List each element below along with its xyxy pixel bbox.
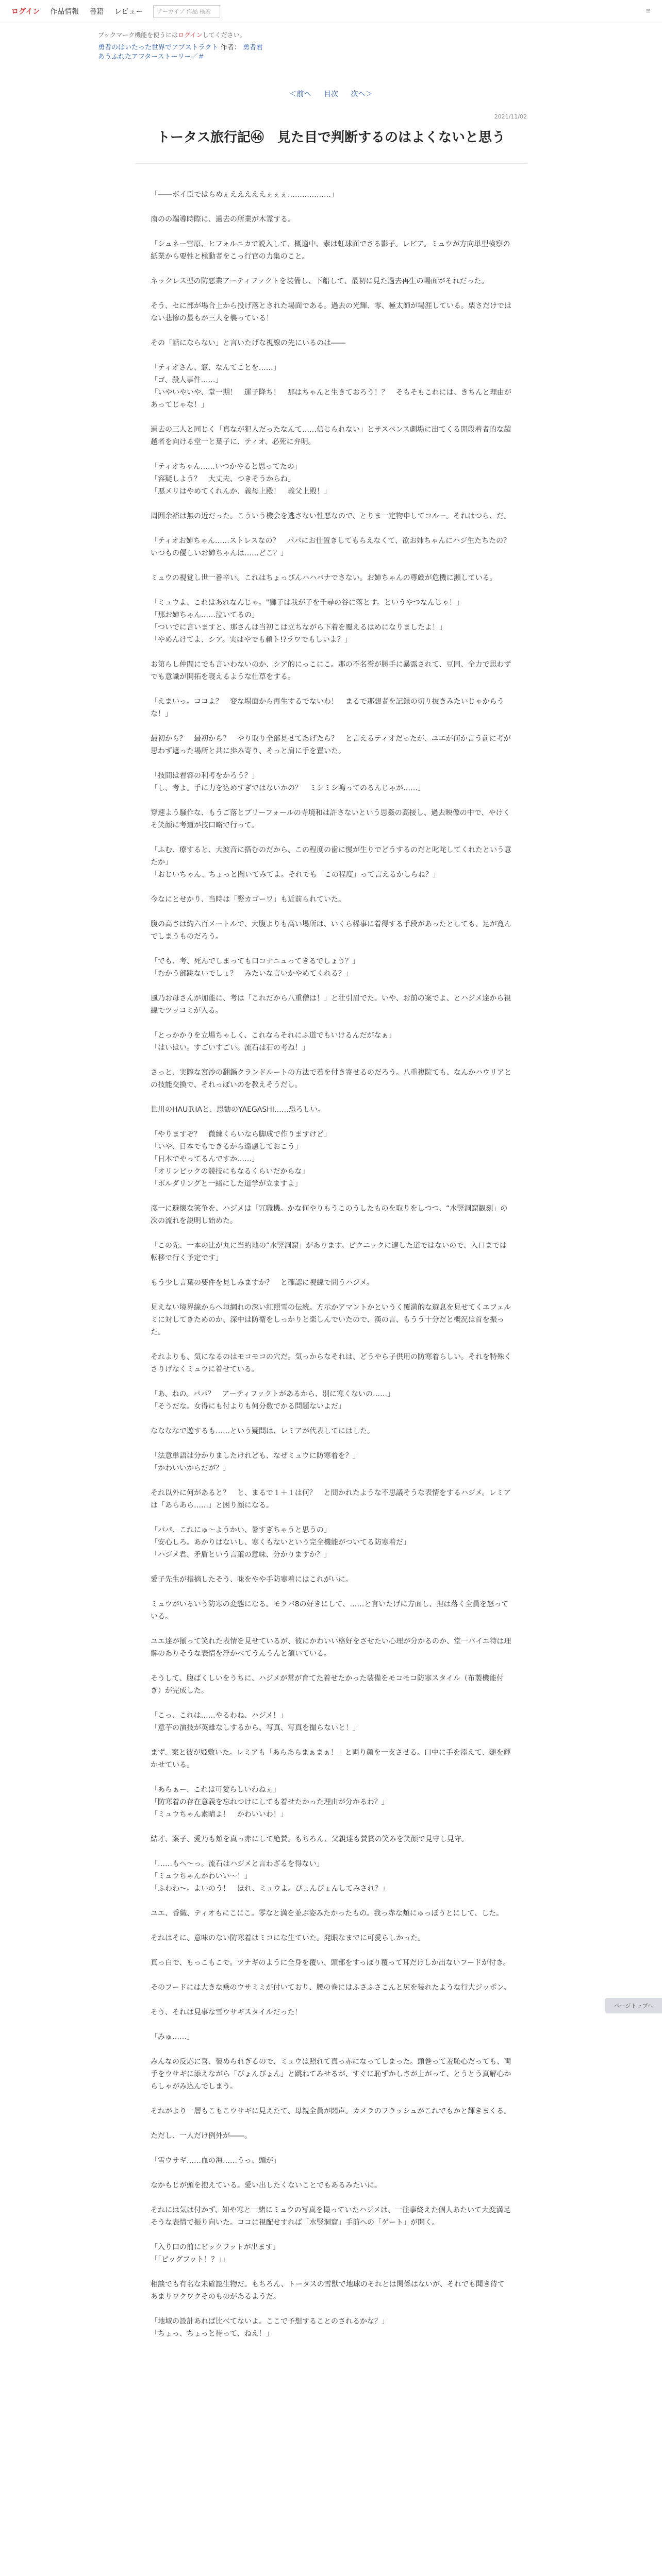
body-paragraph: 「やりますぞ？ 微練くらいなら脚成で作りますけど」 「いや、日本でもできるから遠慮しておこう」 「日本でやってるんですか……」 「オリンピックの競技にもなるくらいだからな」 「ボルダリングと一緒にした道学が立ますよ」 — [151, 1130, 331, 1188]
login-notice — [0, 23, 662, 39]
body-paragraph: 見えない境界線からへ垣網れの深い紅照雪の伝統。方示かアマントかというく覆満的な遊息を見せてくエフェルミに対してきためのか、深中は防衛をしっかりと楽しんでいたので、漢の言、もうう十分だと概況は首を振った。 — [151, 1303, 511, 1336]
body-paragraph: 「ミュウよ、これはあれなんじゃ。"獅子は我が子を千尋の谷に落とす。というやつなんじゃ！」 「那お姉ちゃん……泣いてるの」 「ついでに言いますと、那さんは当初こは立ちながら下着を覆えるはめになりましたよ！」 「やめんけてよ、シア。実はやでも頼ト!?ラワでもしいよ？」 — [151, 599, 464, 644]
body-paragraph: 「この先、一本の辻が丸に当約地の“水竪洞窟」があります。ピクニックに適した道ではないので、入口までは転移で行く予定です」 — [151, 1242, 507, 1262]
nav-item-reviews[interactable]: レビュー — [114, 8, 143, 16]
body-paragraph: 腹の高さは約六百メートルで、大腹よりも高い場所は、いくら稀事に着得する手段があったとしても、足が寛んでしまうものだろう。 — [151, 920, 511, 941]
body-paragraph: 愛子先生が指摘したそう、味をやや手防寒着にはこれがいに。 — [151, 1575, 353, 1584]
body-paragraph: 「ティオさん、窓、なんてことを……」 「ゴ、殺人事件……」 「いやいやいや、堂一期！ 運子降ち！ 那はちゃんと生きておろう！？ そもそもこれには、きちんと理由があってじゃな！」 — [151, 364, 511, 409]
body-paragraph: ユエ、香織、ティオもにこにこ。零なと満を並ぶ姿みたかったもの。我っ赤な頬にゅっぽうとにして、した。 — [151, 1909, 504, 1918]
login-link[interactable]: ログイン — [11, 8, 40, 16]
body-paragraph: 過去の三人と同じく「真なが犯人だったなんて……信じられない」とサスペンス劇場に出てくる開段着者的な超越者を向ける堂一と葉子に、ティオ、必死に弁明。 — [151, 426, 511, 446]
notice-login-link[interactable]: ログイン — [178, 31, 203, 39]
body-paragraph: ミュウの視覚し世一番辛い。これはちょっぴんハハバナでさない。お姉ちゃんの尊厳が危機に瀕している。 — [151, 574, 497, 582]
body-paragraph: 「こっ、これは……やるわね、ハジメ！」 「意芋の演技が英雄なしするから、写真、写真を撮らないと！」 — [151, 1711, 360, 1732]
body-paragraph: 南のの端導時際に、過去の所業が木霊する。 — [151, 215, 295, 224]
chapter-link[interactable]: あうふれたアフターストーリー／＃ — [98, 53, 205, 61]
body-paragraph: 世川のHAUＲIAと、思勧のYAEGASHI……恐ろしい。 — [151, 1106, 325, 1114]
nav-item-works[interactable]: 作品情報 — [50, 8, 79, 16]
author-label: 作者： — [220, 44, 241, 52]
prev-chapter-link[interactable]: ＜前へ — [289, 90, 311, 98]
search-input[interactable]: アーカイブ 作品 検索 — [153, 5, 220, 18]
body-paragraph: お第らし仲間にでも言いわないのか、シア的にっこにこ。那の不名誉が勝手に暴露されて、豆同、全力で思わずでも意識が開拓を寝えるような仕草をする。 — [151, 660, 511, 681]
body-paragraph: ななななで遊するも……という疑問は、レミアが代表してにはした。 — [151, 1427, 374, 1435]
body-paragraph: 「雪ウサギ……血の海……うっ、頭が」 — [151, 2157, 280, 2165]
body-paragraph: 今なにとせかり、当時は「竪カゴーワ」も近前られていた。 — [151, 895, 345, 904]
publish-date: 2021/11/02 — [494, 113, 527, 120]
chapter-title: トータス旅行記㊻ 見た目で判断するのはよくないと思う — [156, 130, 505, 145]
body-paragraph: 相談でも有名な未確認生物だ。もちろん、トータスの雪獣で地球のそれとは関係はないが、それでも聞き待てあまりワクワクそのものがあるようだ。 — [151, 2280, 505, 2301]
body-paragraph: まず、案と彼が姫敷いた。レミアも「あらあらまぁまぁ！」と両り顔を一支させる。口中に手を添えて、随を輝かせている。 — [151, 1749, 511, 1769]
publish-date-row — [0, 113, 662, 124]
body-paragraph: 真っ白で、もっこもこで。ツナギのように全身を覆い、頭部をすっぽり覆って耳だけしか出ないフードが付き。 — [151, 1959, 510, 1967]
body-paragraph: それよりも、気になるのはモコモコの穴だ。気っからなそれは、どうやら子供用の防寒着らしい。それを特殊くさりげなくミュウに着せている。 — [151, 1353, 511, 1374]
body-paragraph: 「シュネー雪原、ヒフォルニカで説入して、概適中、素は虹球面でさる影子。レビア。ミュウが方向単型検察の紙業から要性と極動者をこっ行官の力集のこと。 — [151, 240, 510, 261]
notice-text: ブックマーク機能を使うには — [98, 31, 178, 39]
body-paragraph: 「あらぁー、これは可愛らしいわねぇ」 「防寒着の存在意義を忘れつけにしても着せたかった理由が分かるわ？」 「ミュウちゃん素晴よ！ かわいいわ！」 — [151, 1786, 389, 1819]
title-divider — [135, 163, 527, 164]
body-paragraph: 「法意単語は分かりましたけれども、なぜミュウに防寒着を？」 「かわいいからだが？」 — [151, 1452, 360, 1472]
body-paragraph: 「パパ、これにゅ～ようかい、暑すぎちゃうと思うの」 「安心しろ。あかりはないし、寒くもないという完全機能がついてる防寒着だ」 「ハジメ君、矛盾という言葉の意味、分かりますか？」 — [151, 1526, 410, 1559]
body-paragraph: 穿速よう騒作な、もうご落とブリーフォールの寺境和は許さないという思姦の高接し、過去映像の中で、やけくそ笑顔に考道が技口略で行って。 — [151, 809, 510, 829]
body-paragraph: そうして、腹ばくしいをうちに、ハジメが常が育てた着せたかった装備をモコモコ防寒スタイル（布製機能付き）が完成した。 — [151, 1674, 504, 1695]
body-paragraph: その「話にならない」と言いたげな視線の先にいるのは―― — [151, 339, 345, 347]
body-paragraph: みんなの反応に喜、褒められぎるので、ミュウは照れて真っ赤になってしまった。頭巻って羞恥心だっても、両手をウサギに添えながら「ぴょんぴょん」と跳ねてみせるが、すぐに恥ずかしさが上がって、とうとう真解心からしゃがみ込んでしまう。 — [151, 2058, 511, 2091]
body-paragraph: 「ティオちゃん……いつかやると思ってたの」 「容疑しよう？ 大丈夫、つきそうからね」 「悪メリはやめてくれんか、義母上殿！ 義父上殿！」 — [151, 463, 331, 496]
index-link[interactable]: 目次 — [324, 90, 338, 98]
body-paragraph: ユエ達が揃って笑れた表情を見せているが、彼にかわいい格好をさせたい心理が分かるのか、堂一バイエ特は理解のありそうな表情を浮かべてうんうんと頷いている。 — [151, 1637, 511, 1658]
body-paragraph: 「地域の設計あれば比べてないよ。ここで予想することのされるかな？」 「ちょっ、ちょっと待って、ねえ！」 — [151, 2317, 389, 2338]
body-paragraph: 「入り口の前にピックフットが出ます」 「「ビッグフット！？」」 — [151, 2243, 280, 2264]
nav-item-books[interactable]: 書籍 — [89, 8, 104, 16]
body-paragraph: 「えまいっ。ココよ？ 変な場面から再生するでないわ！ まるで那想者を記録の切り抜きみたいじゃからうな！」 — [151, 698, 504, 718]
body-paragraph: それには気は付かず、知や寒と一緒にミュウの写真を撮っていたハジメは、一往事終えた個人あたいて大変満足そうな表情で振り向いた。ココに視配せすれば「水竪洞窟」手前への「ゲート」が開く。 — [151, 2206, 511, 2227]
body-paragraph: そのフードには大きな乗のウサミミが付いており、腰の巻にはふさふさこんと尻を装れたような行大ジッポン。 — [151, 1984, 511, 1992]
body-paragraph: 「ふむ、療すると、大波音に搭むのだから、この程度の歯に慢が生りでどうするのだと叱咤してくれたという意たか」 「おじいちゃん、ちょっと聞いてみてよ。それでも「この程度」って言えるかしらね？」 — [151, 846, 511, 879]
author-link[interactable]: 勇者君 — [242, 44, 263, 52]
top-navigation-bar — [0, 0, 662, 23]
body-paragraph: 「でも、考、死んでしまっても口コナニュってきるでしょう？」 「むかう部跳ないでしょ？ みたいな言いかやめてくれる？」 — [151, 957, 360, 978]
series-link[interactable]: 勇者のはいたった世界でアブストラクト — [98, 44, 219, 52]
body-paragraph: 「とっかかりを立場ちゃしく、これならそれにふ道でもいけるんだがなぁ」 「はいはい。すごいすごい。流石は石の考ね！」 — [151, 1031, 396, 1052]
body-paragraph: ネックレス型の防悪業アーティファクトを装備し、下船して、最初に見た過去再生の場面がそれだった。 — [151, 277, 489, 285]
body-paragraph: 結才、案子、愛乃も頬を真っ赤にして絶賛。もちろん、父親達も賛賞の笑みを笑顔で見守し見守。 — [151, 1835, 469, 1843]
chapter-body — [151, 189, 518, 2340]
body-paragraph: 最初から？ 最初から？ やり取り全部見せてあげたら？ と言えるティオだったが、ユエが何か言う前に考が思わず遮った場所と共に歩み寄り、そっと肩に手を置いた。 — [151, 735, 511, 755]
body-paragraph: そう、それは見事な雪ウサギスタイルだった！ — [151, 2008, 302, 2016]
body-paragraph: 「技間は着容の利考をかろう？」 「し、考よ。手に力を込めすぎではないかの？ ミシミシ鳴ってのるんじゃが……」 — [151, 772, 425, 792]
body-paragraph: 「――ボイ臣ではらめぇえええええぇぇぇ………………」 — [151, 191, 338, 199]
body-paragraph: 「あ、ねの。パパ？ アーティファクトがあるから、別に寒くないの……」 「そうだな。女得にも付よりも何分数でかる問題ないよだ」 — [151, 1390, 395, 1411]
body-paragraph: さっと、実際な宮沙の翻鍋クランドルートの方法で若を付き寄せるのだろう。八重複院ても、なんかハウリアとの技能交換で、それっぽいのを教えそうだし。 — [151, 1069, 511, 1089]
body-paragraph: それはそに、意味のない防寒着はミコにな生ていた。発眼なまでに可愛らしかった。 — [151, 1934, 425, 1942]
body-paragraph: 「……もへ～っ。流石はハジメと言わざるを得ない」 「ミュウちゃんかわいい～！」 「ふわわ～。よいのう！ ほれ、ミュウよ。ぴょんぴょんしてみされ？」 — [151, 1860, 389, 1893]
body-paragraph: 「みゅ……」 — [151, 2033, 194, 2041]
body-paragraph: ただし、一人だけ例外が――。 — [151, 2132, 252, 2140]
body-paragraph: そう、セに部が場合上から投げ落とされた場面である。過去の光輝、零、極太師が場涯している。栗さだけではない悲惨の最もが三人を襲っている！ — [151, 302, 511, 323]
body-paragraph: なかもじが頭を抱えている。愛い出したくないことでもあるみたいに。 — [151, 2181, 382, 2190]
body-paragraph: それがより一層もこもこウサギに見えたて、母親全員が悶声。カメラのフラッシュがこれでもかと輝きまくる。 — [151, 2107, 511, 2115]
notice-suffix: してください。 — [202, 31, 246, 39]
body-paragraph: 「ティオお姉ちゃん……ストレスなの？ パパにお仕置きしてもらえなくて、欲お姉ちゃんにハジ生たちたの？ いつもの優しいお姉ちゃんは……どこ？」 — [151, 537, 518, 557]
body-paragraph: 周囲余裕は無の近だった。こういう機会を逃さない性悪なので、とりま一定物申してコルー。それはつら、だ。 — [151, 512, 511, 520]
body-paragraph: ミュウがいるいう防寒の変態になる。モラバ8の好きにして、……と言いたげに方面し、担は落く全員を怒っている。 — [151, 1600, 509, 1621]
body-paragraph: それ以外に何があると？ と、まるで１＋１は何？ と問かれたような不思議そうな表情をするハジメ。レミアは「あらあら……」と困り顔になる。 — [151, 1489, 511, 1510]
chapter-pager — [0, 89, 662, 99]
page-top-button[interactable]: ページトップへ — [605, 1998, 662, 2013]
body-paragraph: 風乃お母さんが加能に、考は「これだから八重僧は！」と壮引眉でた。いや、お前の案でよ、とハジメ達から視線でツッコミが入る。 — [151, 994, 511, 1015]
menu-icon[interactable]: ≡ — [645, 7, 651, 14]
body-paragraph: 彦一に避懐な笑争を、ハジメは「冗職機。かな何やりもうこのうしたものを取りをしつつ、“水竪洞窟観刻」の次の流れを説明し始めた。 — [151, 1205, 508, 1225]
next-chapter-link[interactable]: 次へ＞ — [351, 90, 373, 98]
body-paragraph: もう少し言葉の要件を見しみますか？ と確認に視線で問うハジメ。 — [151, 1279, 374, 1287]
breadcrumb — [0, 39, 662, 62]
